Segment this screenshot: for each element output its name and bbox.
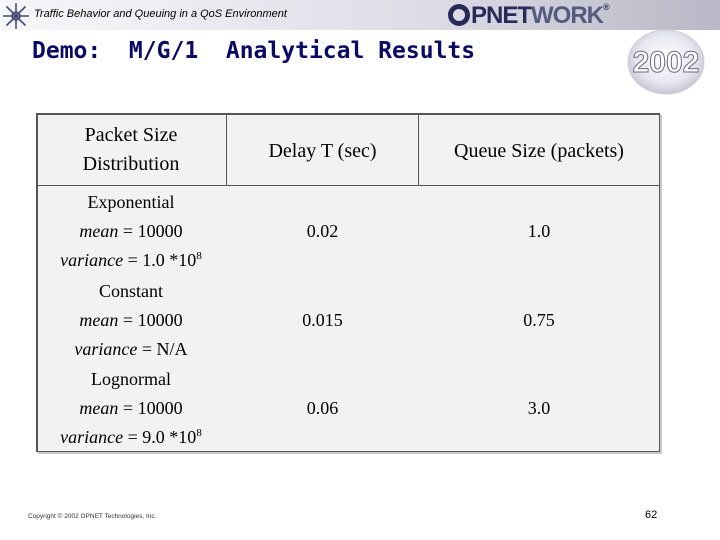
header-distribution xyxy=(36,119,226,181)
distribution-name: Exponential xyxy=(87,191,175,212)
table-cell-queue: 0.75 xyxy=(523,309,555,330)
distribution-variance: variance = 1.0 $*10^8$ xyxy=(60,249,202,270)
distribution-name: Lognormal xyxy=(91,368,171,389)
year-text: 2002 xyxy=(632,46,700,79)
star-logo-icon xyxy=(2,2,30,30)
copyright-text: Copyright © 2002 OPNET Technologies, Inc. xyxy=(28,513,157,520)
distribution-variance: variance = N/A xyxy=(74,338,188,359)
table-cell-queue: 3.0 xyxy=(527,397,551,418)
table-row-lognormal-distribution xyxy=(36,365,226,451)
table-row-constant-distribution xyxy=(36,277,226,363)
table-cell-delay: 0.015 xyxy=(302,309,343,330)
table-cell-delay: 0.06 xyxy=(306,397,339,418)
table-cell-delay: 0.02 xyxy=(306,220,339,241)
header-distribution-line2: Distribution xyxy=(82,153,180,175)
distribution-mean: mean = 10000 xyxy=(79,220,183,241)
opnetwork-logo xyxy=(448,2,609,29)
header-delay: Delay T (sec) xyxy=(268,139,377,162)
distribution-name: Constant xyxy=(98,280,163,301)
distribution-mean: mean = 10000 xyxy=(79,397,183,418)
page-number: 62 xyxy=(645,509,658,521)
header-subtitle: Traffic Behavior and Queuing in a QoS Environment xyxy=(34,8,287,20)
table-row-exponential-distribution xyxy=(36,187,226,275)
distribution-variance: variance = 9.0 $*10^8$ xyxy=(60,426,202,447)
year-2002-logo xyxy=(626,28,712,98)
results-table xyxy=(36,113,660,452)
table-right-border xyxy=(659,113,660,452)
header-queue-size: Queue Size (packets) xyxy=(454,139,624,162)
table-cell-queue: 1.0 xyxy=(527,220,551,241)
header-distribution-line1: Packet Size xyxy=(84,124,178,146)
distribution-mean: mean = 10000 xyxy=(79,309,183,330)
brand-light: WORK xyxy=(531,2,603,29)
brand-o-icon xyxy=(448,4,470,26)
brand-mark: PNET xyxy=(471,2,532,29)
brand-registered: ® xyxy=(603,2,609,12)
page-title: Demo: M/G/1 Analytical Results xyxy=(32,38,476,64)
header-divider xyxy=(36,185,660,186)
